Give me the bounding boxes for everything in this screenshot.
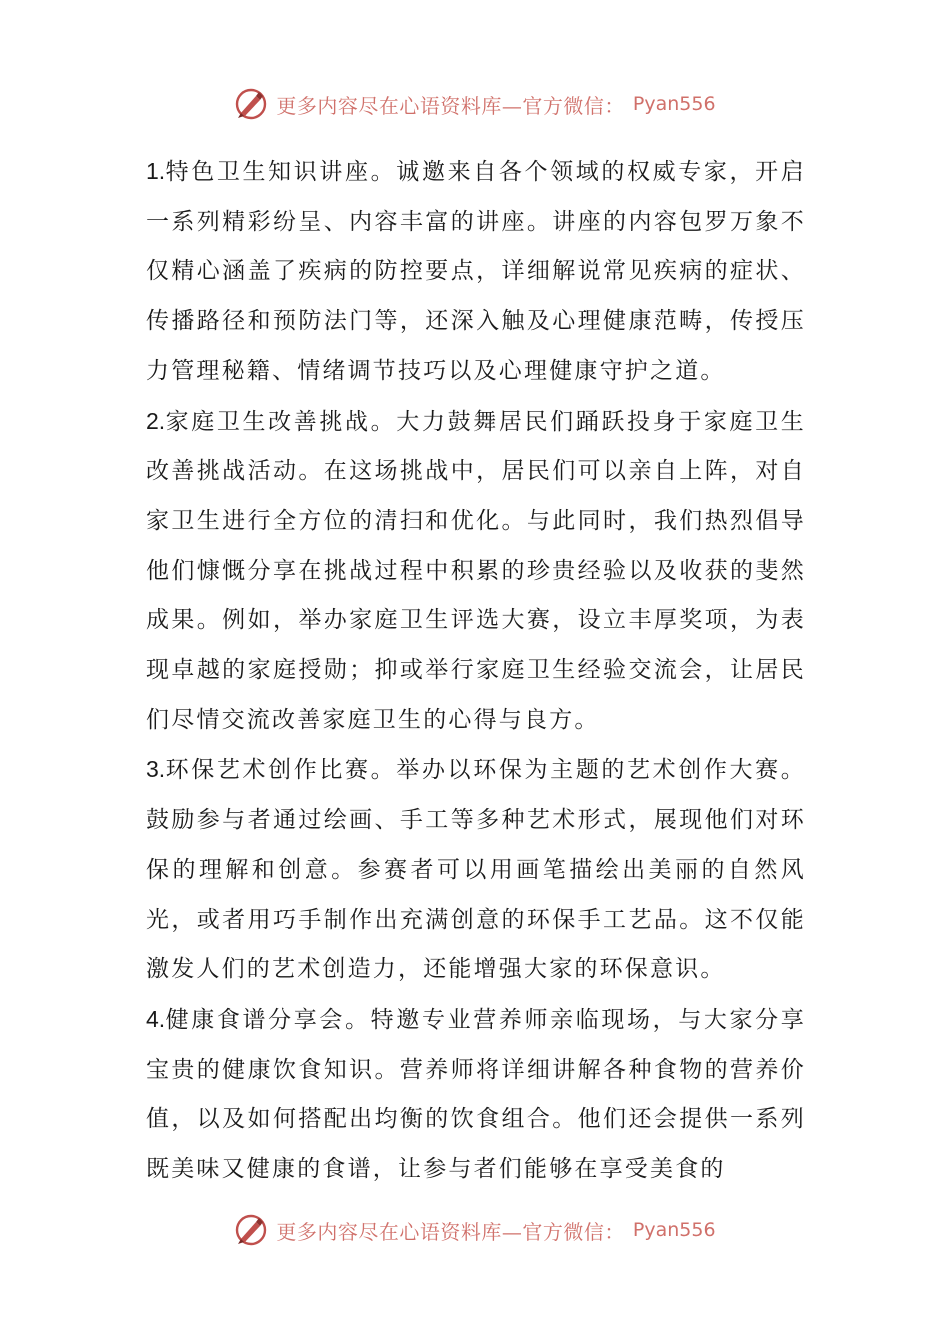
paragraph-text: 特色卫生知识讲座。诚邀来自各个领域的权威专家，开启一系列精彩纷呈、内容丰富的讲座。讲座的内容包罗万象不仅精心涵盖了疾病的防控要点，详细解说常见疾病的症状、传播路径和预防法门等，还深入触及心理健康范畴，传授压力管理秘籍、情绪调节技巧以及心理健康守护之道。 [146, 159, 806, 384]
paragraph-2 [146, 397, 806, 746]
pen-logo-icon [234, 1213, 268, 1247]
paragraph-4 [146, 995, 806, 1195]
paragraph-3 [146, 745, 806, 995]
paragraph-number: 3. [146, 756, 166, 783]
watermark-wechat-id: Pyan556 [632, 93, 716, 115]
paragraph-number: 2. [146, 407, 166, 434]
paragraph-number: 4. [146, 1005, 166, 1032]
header-watermark [0, 84, 950, 124]
document-body [146, 147, 806, 1195]
paragraph-number: 1. [146, 158, 166, 184]
paragraph-1 [146, 147, 806, 397]
pen-logo-icon [234, 87, 268, 121]
watermark-text: 更多内容尽在心语资料库—官方微信： [276, 1219, 625, 1244]
paragraph-text: 健康食谱分享会。特邀专业营养师亲临现场，与大家分享宝贵的健康饮食知识。营养师将详细讲解各种食物的营养价值，以及如何搭配出均衡的饮食组合。他们还会提供一系列既美味又健康的食谱，让参与者们能够在享受美食的 [146, 1006, 806, 1183]
footer-watermark [0, 1210, 950, 1250]
watermark-text: 更多内容尽在心语资料库—官方微信： [276, 93, 625, 118]
watermark-wechat-id: Pyan556 [632, 1219, 716, 1241]
paragraph-text: 家庭卫生改善挑战。大力鼓舞居民们踊跃投身于家庭卫生改善挑战活动。在这场挑战中，居民们可以亲自上阵，对自家卫生进行全方位的清扫和优化。与此同时，我们热烈倡导他们慷慨分享在挑战过程中积累的珍贵经验以及收获的斐然成果。例如，举办家庭卫生评选大赛，设立丰厚奖项，为表现卓越的家庭授勋；抑或举行家庭卫生经验交流会，让居民们尽情交流改善家庭卫生的心得与良方。 [146, 408, 806, 733]
paragraph-text: 环保艺术创作比赛。举办以环保为主题的艺术创作大赛。鼓励参与者通过绘画、手工等多种艺术形式，展现他们对环保的理解和创意。参赛者可以用画笔描绘出美丽的自然风光，或者用巧手制作出充满创意的环保手工艺品。这不仅能激发人们的艺术创造力，还能增强大家的环保意识。 [146, 757, 806, 983]
